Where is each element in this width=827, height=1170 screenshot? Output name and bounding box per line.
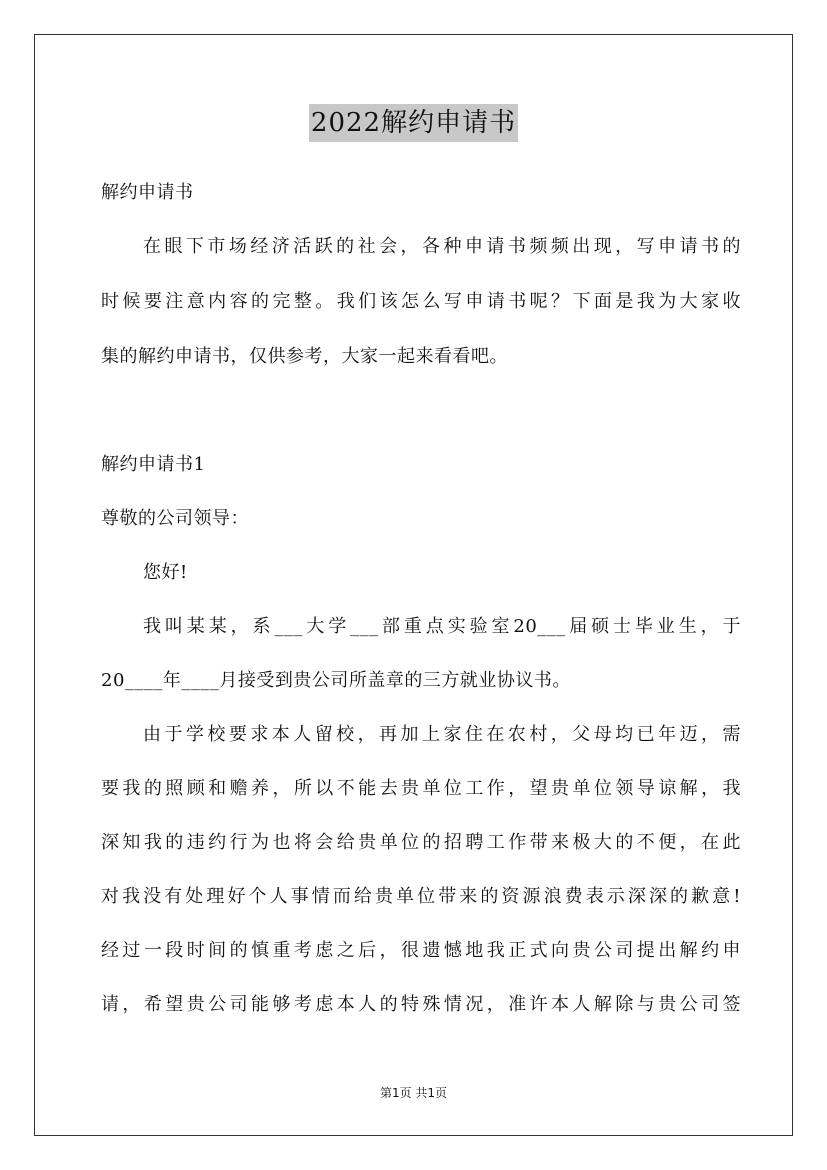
section-title: 解约申请书1 [101,454,206,475]
heading-text: 解约申请书 [101,182,194,203]
para2-line-2: 要我的照顾和赡养，所以不能去贵单位工作，望贵单位领导谅解，我 [101,778,741,799]
intro-line-3: 集的解约申请书，仅供参考，大家一起来看看吧。 [101,346,508,367]
intro-line-2: 时候要注意内容的完整。我们该怎么写申请书呢？下面是我为大家收 [101,291,741,312]
para2-line-5: 经过一段时间的慎重考虑之后，很遗憾地我正式向贵公司提出解约申 [101,940,741,961]
para2-line-1: 由于学校要求本人留校，再加上家住在农村，父母均已年迈，需 [143,724,741,745]
para1-line-1: 我叫某某，系___大学___部重点实验室20___届硕士毕业生，于 [143,616,741,637]
greeting: 您好! [143,562,188,583]
page-footer: 第1页 共1页 [379,1086,448,1100]
para2-line-4: 对我没有处理好个人事情而给贵单位带来的资源浪费表示深深的歉意! [101,886,741,907]
salutation: 尊敬的公司领导： [101,508,249,529]
intro-line-1: 在眼下市场经济活跃的社会，各种申请书频频出现，写申请书的 [143,236,741,257]
para2-line-6: 请，希望贵公司能够考虑本人的特殊情况，准许本人解除与贵公司签 [101,994,741,1015]
document-title: 2022解约申请书 [309,104,518,142]
para1-line-2: 20____年____月接受到贵公司所盖章的三方就业协议书。 [101,670,571,691]
title-container [0,104,827,142]
para2-line-3: 深知我的违约行为也将会给贵单位的招聘工作带来极大的不便，在此 [101,832,741,853]
